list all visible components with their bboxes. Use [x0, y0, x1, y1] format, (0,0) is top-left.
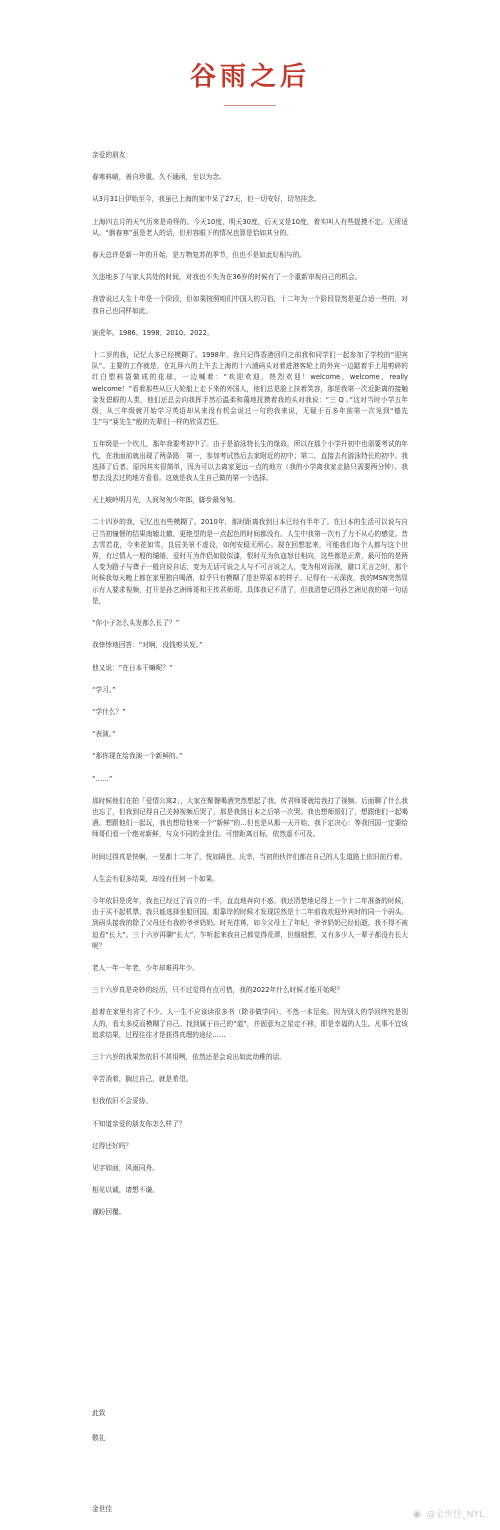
letter-paragraph: “你小子怎么头发都么长了？”: [92, 619, 180, 628]
letter-header: [0, 56, 500, 106]
letter-paragraph: 亲爱的朋友：: [92, 151, 133, 159]
letter-paragraph: 天上峻岭明月光，人间匆匆少年郎，脚步最匆匆。: [92, 496, 240, 505]
letter-body: [92, 150, 408, 1230]
letter-paragraph: 十二岁的我，记忆大多已经模糊了。1998年，我只记得香港回归之前我和同学们一起参加了学校的“迎宾队”。主要的工作就是，在礼拜六的上午去上海的十六浦码头对着进港客轮上的外宾一边踮着手上用剪碎的红白塑料袋做成的花球，一边喊着：“欢迎欢迎，热烈欢迎！welcome，welcome，really welcome！”看着那些从巨大轮船上走下来的外国人，他们总是脸上挂着笑容，那是我第一次近距离的接触金发碧眼的人类，他们还总会向我挥手然后温柔和蔼地抚摸着我的头对我说：“三 Q 。”这对当时小学五年级，从三年级就开始学习英语却从来没有机会说过一句的我来说，无疑于百多年前第一次见到“德先生”与“赛先生”般的先辈们一样的欣喜若狂。: [92, 351, 408, 427]
letter-paragraph: 久违地多了与家人共处的时间，对我也不失为在36岁的时候有了一个重新审视自己的机会。: [92, 273, 362, 282]
letter-paragraph: “……”: [92, 774, 113, 783]
letter-paragraph: “那你现在给我演一个新鲜的。”: [92, 752, 183, 761]
letter-paragraph: 见字如面，风雨同舟。: [92, 1163, 159, 1172]
letter-paragraph: 从3月31日伊始至今，我虽已上海的家中呆了27天，但一切安好，切勿挂念。: [92, 195, 321, 204]
letter-paragraph: 不知道亲爱的朋友你怎么样了？: [92, 1119, 186, 1128]
closing-line-salute: 敬礼: [92, 1434, 106, 1442]
weibo-icon: ◉: [412, 1509, 422, 1520]
letter-title: 谷雨之后: [189, 62, 310, 92]
letter-paragraph: 辛苦消着，搁过自己，就是希望。: [92, 1075, 193, 1084]
letter-paragraph: 三十六岁的我果然依旧不甚用咧，依然还是会说出如此幼稚的话。: [92, 1052, 286, 1061]
letter-paragraph: 今年依旧是虎年，我也已经过了而立的一半，直直地奔向不惑。我还清楚地记得上一个十二年准备的时候，由于买不起机票，我只能选择坐船回国。船靠岸的时候才发现居然是十二年前我欢迎外宾时的同一个码头。到码头接我的除了父母还有我的爷爷奶奶。时光荏苒，如今父母上了年纪，爷爷奶奶已经仙逝，我不得不被迫看“长大”。三十六岁再聊“长大”，乍听起来我自己都觉得荒谬，但细细想，又有多少人一辈子都没有长大呢？: [92, 896, 408, 950]
letter-paragraph: 五年级是一个坎儿，那年我要考初中了。由于是游泳特长生的缘故，所以在那个小学升初中也需要考试的年代，在我面前就出现了两条路：第一，参加考试然后去家附近的初中；第二，直接去有游泳特长的初中。我选择了后者。原因其实很简单，因为可以去离家更远一点的地方（我的小学离我家走路只需要两分钟）。我想去没去过的地方看看。这就是我人生自己做的第一个选择。: [92, 440, 408, 483]
letter-paragraph: 三十六岁真是奇妙的经历，只不过觉得有点可惜，我的2022年什么时候才能开始呢？: [92, 986, 344, 995]
letter-paragraph: 谨盼回覆。: [92, 1208, 126, 1217]
letter-paragraph: 时间过得真是快啊，一晃都十二年了，恍如隔世。庆幸，当初的伙伴们都在自己的人生道路上依旧前行着。: [92, 852, 407, 861]
letter-paragraph: 人生会有很多结果，却没有任何一个如果。: [92, 874, 220, 883]
weibo-watermark: [413, 1507, 484, 1520]
letter-paragraph: 寅虎年。1986、1998、2010、2022。: [92, 328, 214, 337]
watermark-handle: @金世佳_NYL: [426, 1510, 484, 1520]
letter-paragraph: 二十四岁的我，记忆也有些模糊了。2010年，那时距离我到日本已经有半年了。在日本的生活可以说与自己当初憧憬的结果南辕北辙，更绝望的是一点起色的时间都没有。人生中我第一次有了力不从心的感觉。昔去雪若花，今来花如雪，良辰美景不虚设，如何安稳无所心。现在回想起来，可能我们每个人都与这个世界，有过情人一般的缱绻，爱时互为伴侣如胶似漆，恨时互为仇寇怒目相向，这些都是正常，最可怕的是两人变为路子与聋子一般自说自话，变为无话可说之人与不可言说之人，变为相对而视，避口无言之时，那个时候我每天晚上都在家里独自喝酒，似乎只有模糊了是世界原本的样子。记得有一天深夜，我的MSN突然显示有人要求视频，打开是孙艺洲师哥和王传君师哥。具体我记不清了，但我清楚记得孙艺洲见我的第一句话是，: [92, 518, 408, 605]
closing-line-regards: 此致: [92, 1409, 106, 1417]
letter-paragraph: 相见以诚，请想不谦。: [92, 1186, 159, 1195]
letter-paragraph: 我悻悻地回答：“对啊，没钱剪头发。”: [92, 641, 203, 650]
letter-paragraph: 上海四五月的天气历来是奇怪的。今天10度，明天30度，后天又是10度，着实叫人有些捉摸不定。无所适从。“倒春寒”虽是老人的话，但形容眼下的情况也算是恰如其分的。: [92, 217, 408, 237]
letter-paragraph: 他又说：“在日本干嘛呢？”: [92, 663, 173, 672]
letter-paragraph: “学什么？”: [92, 707, 126, 716]
letter-paragraph: 春天总许是新一年的开始，是万物复苏的季节，但也不是如此好相与的。: [92, 251, 306, 260]
letter-paragraph: 过得还好吗？: [92, 1141, 133, 1150]
letter-paragraph: 春寒料峭，善自珍重。久不通函，至以为念。: [92, 173, 226, 182]
letter-paragraph: 趁着在家里有省了不少。人一生不应该读很多书（除非做学问），不然一本足矣。因为别人的学问终究是别人的，看太多反而模糊了自己。找到属于自己的“道”，并固意为之星定不移，即是幸福的人生。凡事不宜该追求结果，过程往往才是获得真理的途径……: [92, 1008, 408, 1039]
letter-paragraph: 我曾说过人生十年是一个阶段，但如果按照咱们中国人的习俗，十二年为一个阶段显然是更合适一些的，对我自己也同样如此。: [92, 295, 408, 315]
letter-paragraph: “表演。”: [92, 730, 116, 739]
letter-paragraph: “学习。”: [92, 685, 116, 694]
letter-paragraph: 但我依旧不会妥协。: [92, 1097, 153, 1106]
letter-paragraph: 那时候他们在拍「爱情公寓2」，大家在聚餐喝酒突然想起了我。传君师哥就给我打了视频。后面聊了什么我也忘了，但我到记得自己关掉视频后哭了，那是我到日本之后第一次哭。我也想师哥们了，想跟他们一起喝酒，想跟他们一起玩，我也想给他来一个“新鲜”的…但也是从那一天开始，我下定决心：等我回国一定要给师哥们看一个绝对新鲜，与众不同的金世佳。可惜距离目标，依然遥不可及。: [92, 796, 408, 839]
letter-paragraph: 老人一年一年老，少年却难再年少。: [92, 963, 199, 972]
letter-signature: 金世佳: [92, 1505, 113, 1513]
title-divider: [224, 105, 276, 106]
letter-closing: [92, 1408, 105, 1458]
